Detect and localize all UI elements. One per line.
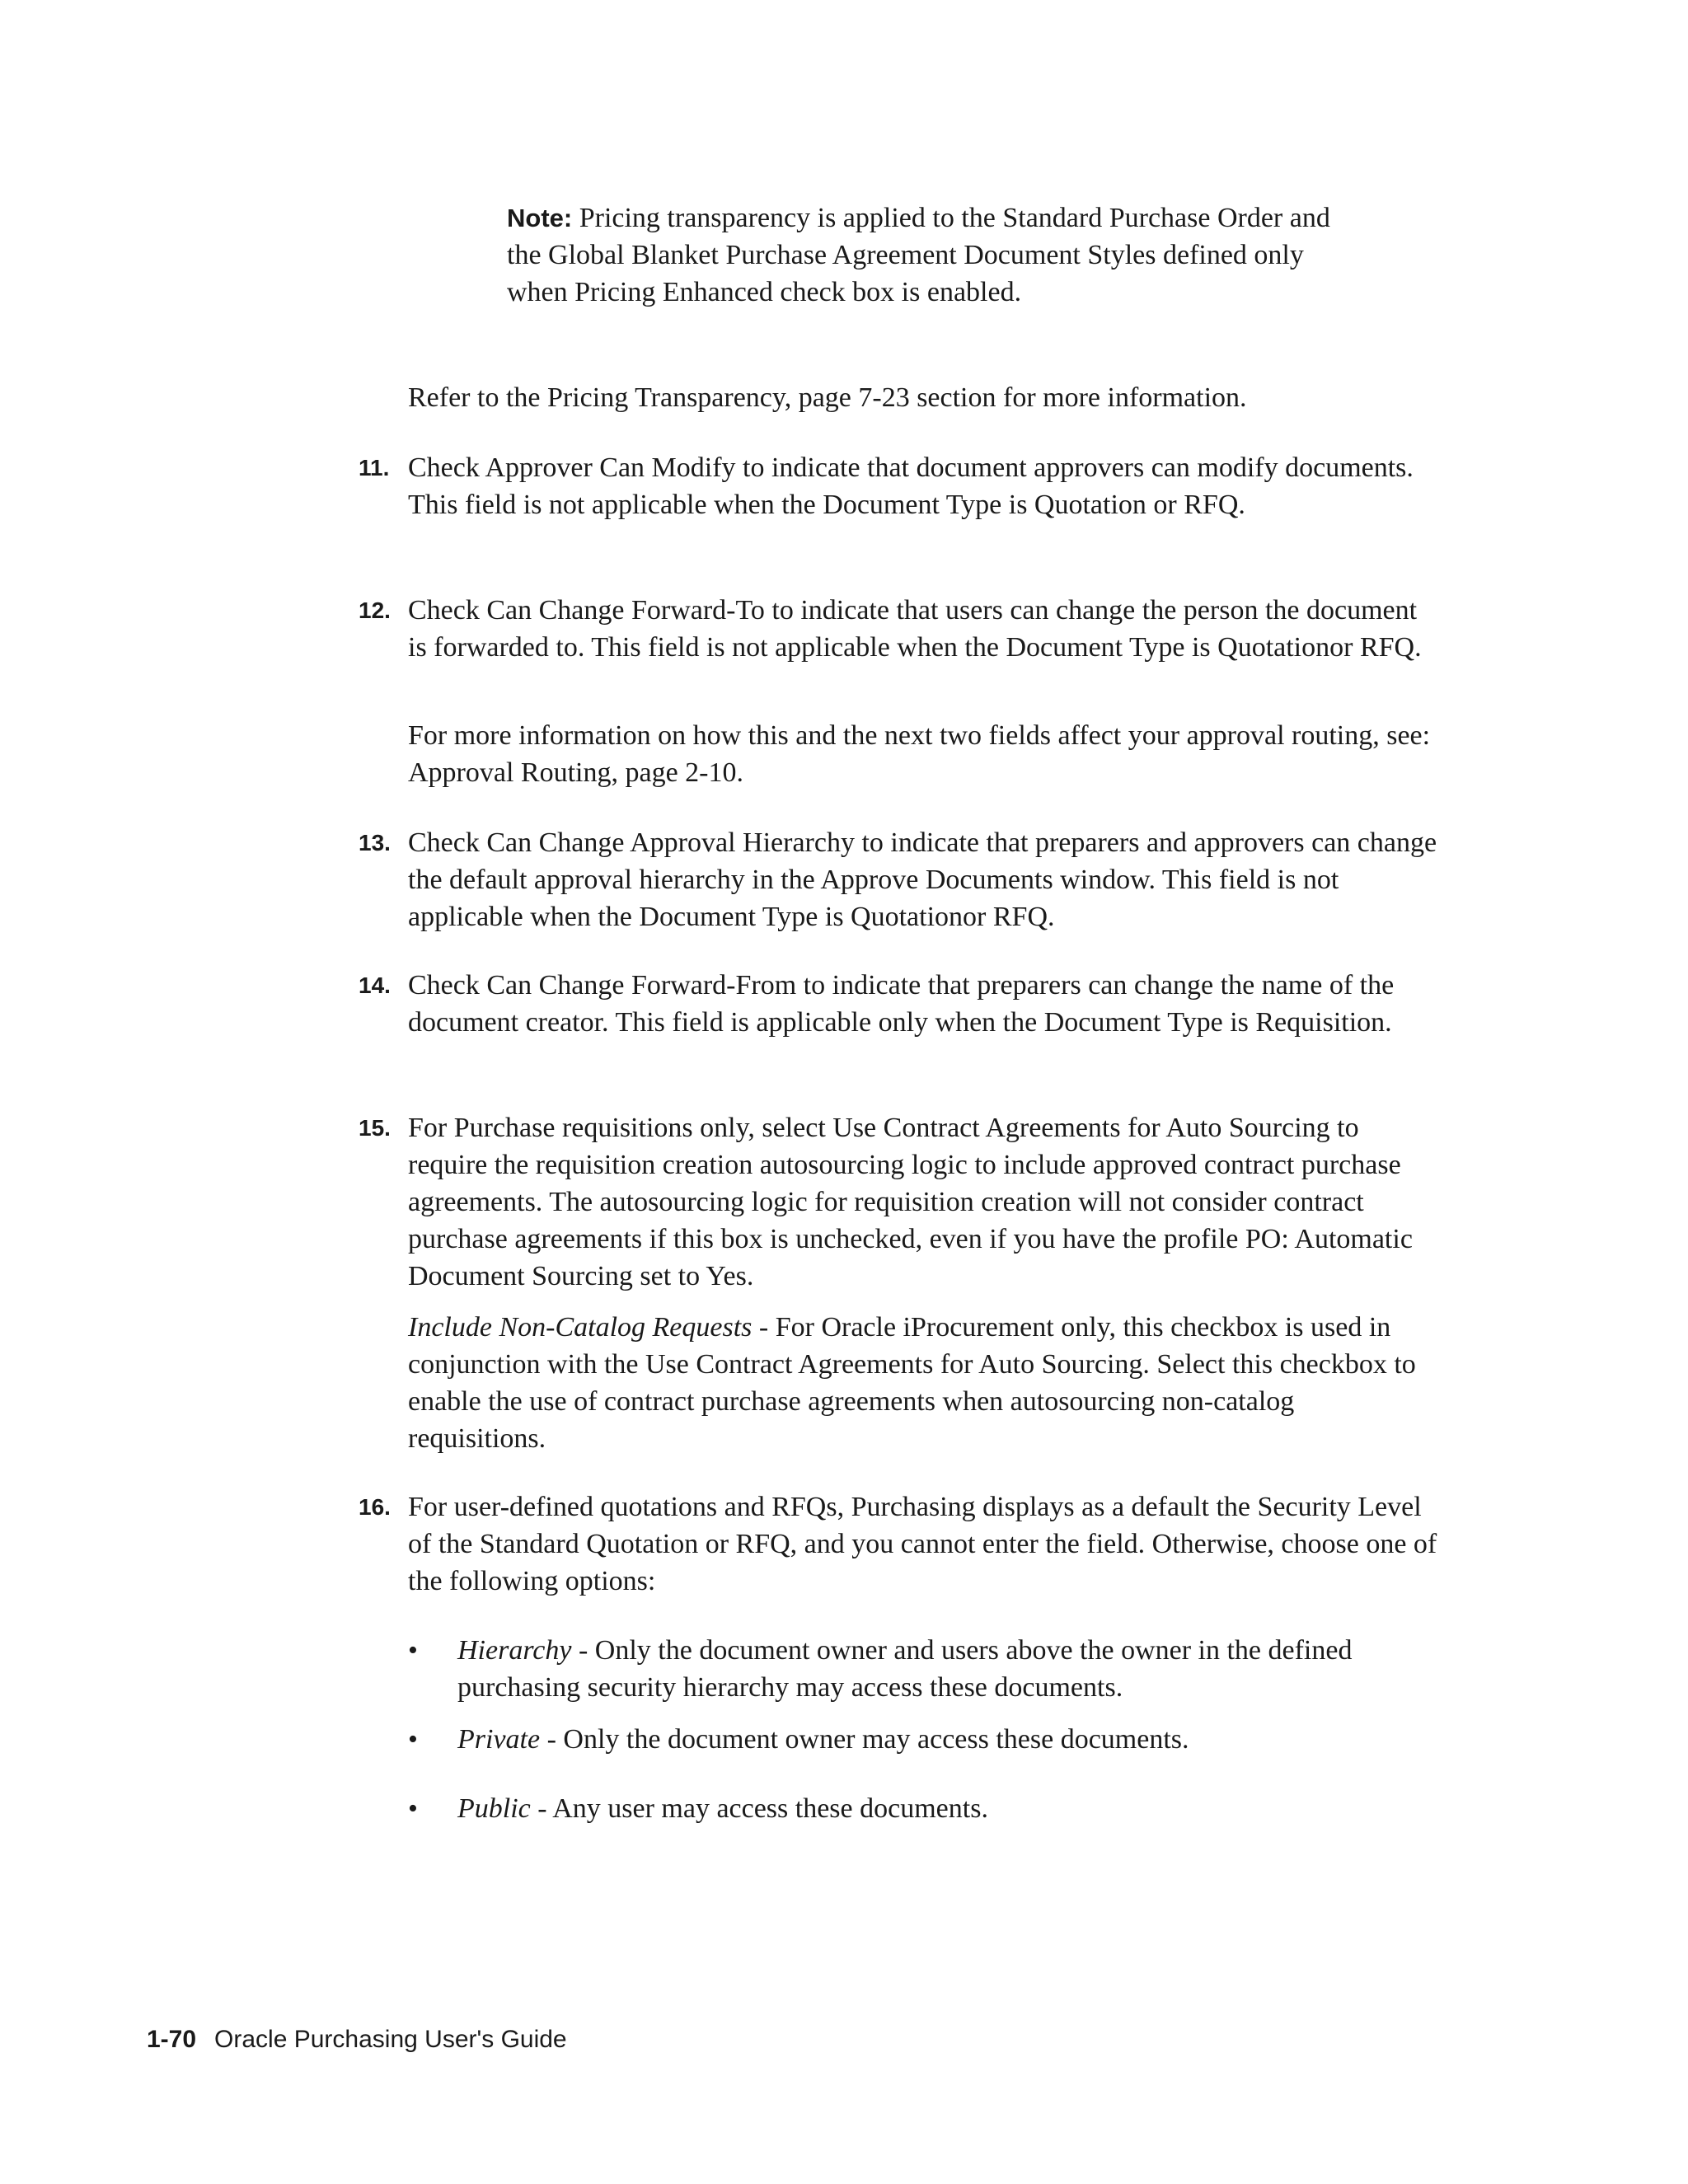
- bullet-symbol: •: [408, 1793, 418, 1824]
- item-number-16: 16.: [359, 1494, 391, 1520]
- item-text-13: Check Can Change Approval Hierarchy to indicate that preparers and approvers can change the default approval hierarchy in the Approve Documents window. This field is not applicable when the Document Type is Quotationor RFQ.: [408, 827, 1437, 932]
- bullet-term: Private: [457, 1724, 541, 1755]
- bullet-public: [457, 1790, 1438, 1827]
- bullet-hierarchy: [457, 1632, 1438, 1706]
- item-text-15: For Purchase requisitions only, select Use Contract Agreements for Auto Sourcing to require the requisition creation autosourcing logic to include approved contract purchase agreements. The autosourcing logic for requisition creation will not consider contract purchase agreements if this box is unchecked, even if you have the profile PO: Automatic Document Sourcing set to Yes.: [408, 1113, 1413, 1291]
- item-number-15: 15.: [359, 1115, 391, 1141]
- include-non-catalog-desc: - For Oracle iProcurement only, this checkbox is used in conjunction with the Use Contract Agreements for Auto Sourcing. Select this checkbox to enable the use of contract purchase agreements when autosourcing non-catalog requisitions.: [408, 1312, 1416, 1454]
- item-number-14: 14.: [359, 972, 391, 998]
- item-extra-12: For more information on how this and the next two fields affect your approval routing, see: Approval Routing, page 2-10.: [408, 720, 1431, 788]
- bullet-symbol: •: [408, 1635, 418, 1666]
- item-number-12: 12.: [359, 598, 391, 623]
- bullet-term: Hierarchy: [457, 1635, 572, 1666]
- item-text-11: Check Approver Can Modify to indicate that document approvers can modify documents. This field is not applicable when the Document Type is Quotation or RFQ.: [408, 452, 1414, 520]
- note-label: Note:: [507, 204, 573, 232]
- page-number: 1-70: [147, 2026, 197, 2053]
- note-block: [507, 199, 1331, 311]
- refer-paragraph: Refer to the Pricing Transparency, page 7-23 section for more information.: [408, 382, 1247, 413]
- bullet-desc: - Any user may access these documents.: [530, 1793, 988, 1824]
- item-text-16: For user-defined quotations and RFQs, Purchasing displays as a default the Security Level of the Standard Quotation or RFQ, and you cannot enter the field. Otherwise, choose one of the following options:: [408, 1492, 1437, 1596]
- page-footer: [147, 2023, 567, 2056]
- bullet-term: Public: [457, 1793, 531, 1824]
- bullet-desc: - Only the document owner may access these documents.: [540, 1724, 1189, 1755]
- item-text-12: Check Can Change Forward-To to indicate that users can change the person the document is forwarded to. This field is not applicable when the Document Type is Quotationor RFQ.: [408, 595, 1422, 663]
- item-text-14: Check Can Change Forward-From to indicate that preparers can change the name of the document creator. This field is applicable only when the Document Type is Requisition.: [408, 970, 1395, 1038]
- item-extra-15: [408, 1309, 1438, 1457]
- note-text: Pricing transparency is applied to the Standard Purchase Order and the Global Blanket Purchase Agreement Document Styles defined only when Pricing Enhanced check box is enabled.: [507, 203, 1330, 307]
- bullet-symbol: •: [408, 1724, 418, 1755]
- item-number-13: 13.: [359, 830, 391, 855]
- book-title: Oracle Purchasing User's Guide: [214, 2026, 567, 2053]
- item-number-11: 11.: [359, 455, 390, 480]
- include-non-catalog-term: Include Non-Catalog Requests: [408, 1312, 753, 1343]
- bullet-private: [457, 1721, 1438, 1758]
- bullet-desc: - Only the document owner and users above the owner in the defined purchasing security hierarchy may access these documents.: [457, 1635, 1353, 1703]
